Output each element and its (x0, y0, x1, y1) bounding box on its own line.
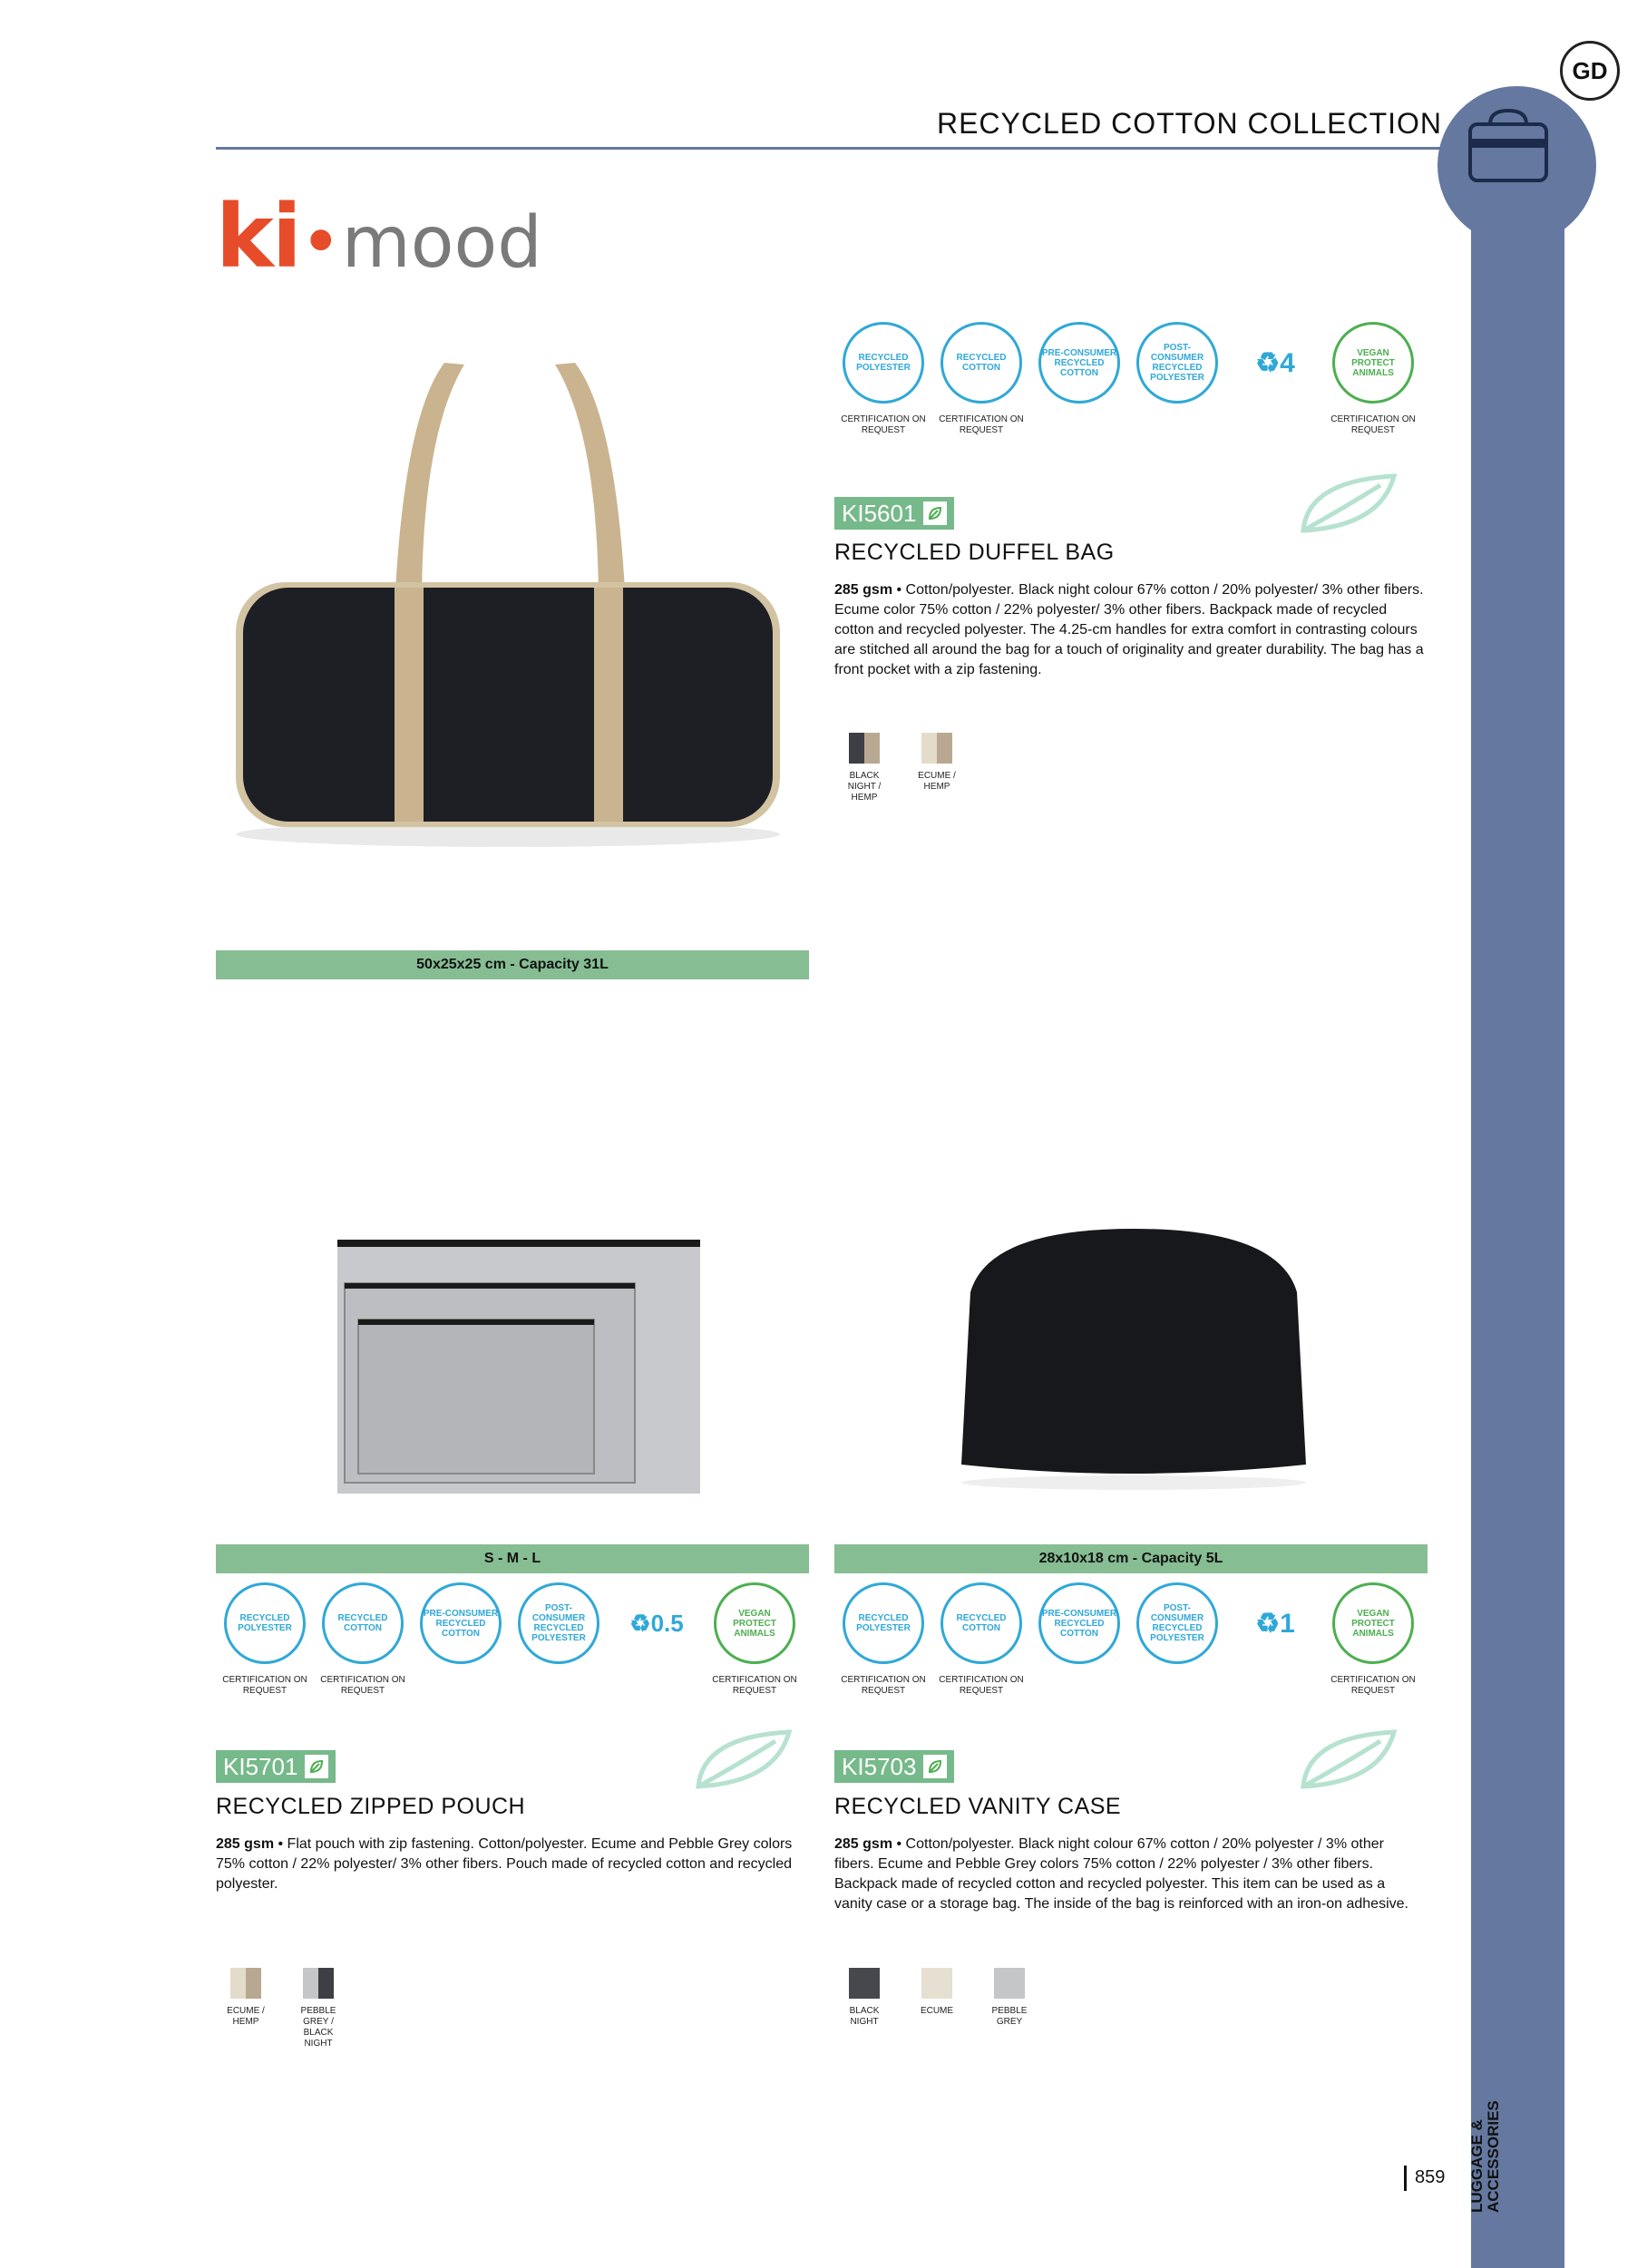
cert-note: CERTIFICATION ON REQUEST (841, 414, 926, 435)
vanity-colors (834, 1968, 1039, 2028)
post-consumer-icon: POST-CONSUMER RECYCLED POLYESTER (1136, 1582, 1218, 1664)
recycled-cotton-icon: RECYCLED COTTON (940, 322, 1022, 404)
cert-recycled-cotton (314, 1582, 412, 1699)
pre-consumer-icon: PRE-CONSUMER RECYCLED COTTON (1038, 1582, 1120, 1664)
eco-leaf-icon (694, 1728, 794, 1791)
product-title: RECYCLED VANITY CASE (834, 1794, 1122, 1819)
cert-note: CERTIFICATION ON REQUEST (1330, 414, 1416, 435)
description-text: • Cotton/polyester. Black night colour 67% cotton / 20% polyester/ 3% other fibers. Ecume color 75% cotton / 22% polyester/ 3% other fibers. Backpack made of recycled cotton and recycled polyester. The 4.25-cm handles for extra comfort in contrasting colours are stitched all around the bag for a touch of originality and greater durability. The bag has a front pocket with a zip fastening. (834, 582, 1424, 677)
recycled-polyester-icon: RECYCLED POLYESTER (224, 1582, 306, 1664)
bottle-recycle-icon: ♻ 4 (1255, 347, 1295, 378)
color-swatch[interactable]: ECUME / HEMP (907, 733, 967, 803)
eco-leaf-icon (1299, 472, 1398, 535)
cert-pre-consumer (412, 1582, 510, 1699)
description-text: • Cotton/polyester. Black night colour 67% cotton / 20% polyester / 3% other fibers. Ecume and Pebble Grey colors 75% cotton / 22% polyester / 3% other fibers. Backpack made of recycled cotton and recycled polyester. This item can be used as a vanity case or a storage bag. The inside of the bag is reinforced with an iron-on adhesive. (834, 1836, 1408, 1912)
vegan-icon: VEGAN PROTECT ANIMALS (714, 1582, 795, 1664)
leaf-icon (305, 1755, 328, 1778)
cert-vegan (706, 1582, 804, 1699)
product-code: KI5703 (842, 1752, 917, 1780)
duffel-code-tag (834, 497, 954, 530)
gd-logo: GD (1560, 41, 1620, 101)
product-title: RECYCLED DUFFEL BAG (834, 540, 1115, 565)
pouch-image (326, 1229, 716, 1501)
cert-bottles (608, 1582, 706, 1699)
pouch-certifications (216, 1582, 804, 1699)
duffel-bag-image (218, 345, 798, 852)
vanity-case-image (934, 1220, 1333, 1492)
cert-note: CERTIFICATION ON REQUEST (320, 1675, 405, 1696)
cert-note: CERTIFICATION ON REQUEST (939, 414, 1024, 435)
product-description (216, 1835, 796, 1894)
pouch-colors (216, 1968, 348, 2049)
cert-note: CERTIFICATION ON REQUEST (1330, 1675, 1416, 1696)
color-swatch[interactable]: ECUME (907, 1968, 967, 2028)
brand-ki: ki (216, 186, 300, 287)
cert-recycled-polyester (216, 1582, 314, 1699)
product-code: KI5701 (223, 1752, 298, 1780)
bottle-recycle-icon: ♻ 0.5 (629, 1609, 684, 1637)
cert-recycled-polyester (834, 322, 932, 438)
cert-post-consumer (510, 1582, 608, 1699)
pre-consumer-icon: PRE-CONSUMER RECYCLED COTTON (1038, 322, 1120, 404)
gsm: 285 gsm (834, 582, 893, 598)
leaf-icon (923, 501, 947, 525)
cert-vegan (1324, 1582, 1422, 1699)
vegan-icon: VEGAN PROTECT ANIMALS (1332, 1582, 1414, 1664)
page-number: 859 (1415, 2167, 1446, 2187)
header-divider (216, 147, 1440, 150)
duffel-colors (834, 733, 967, 803)
vanity-size-bar: 28x10x18 cm - Capacity 5L (834, 1544, 1428, 1573)
zipped-pouch-icon (326, 1229, 716, 1501)
recycled-cotton-icon: RECYCLED COTTON (322, 1582, 404, 1664)
color-swatch[interactable]: BLACK NIGHT (834, 1968, 894, 2028)
brand-mood: mood (341, 202, 542, 284)
pre-consumer-icon: PRE-CONSUMER RECYCLED COTTON (420, 1582, 502, 1664)
brand-dot: • (299, 202, 342, 284)
cert-bottles (1226, 1582, 1324, 1699)
pouch-size-bar: S - M - L (216, 1544, 809, 1573)
vanity-case-icon (934, 1220, 1333, 1492)
section-circle (1437, 86, 1596, 245)
cert-recycled-cotton (932, 1582, 1030, 1699)
recycled-polyester-icon: RECYCLED POLYESTER (843, 322, 924, 404)
post-consumer-icon: POST-CONSUMER RECYCLED POLYESTER (518, 1582, 599, 1664)
eco-leaf-icon (1299, 1728, 1398, 1791)
cert-note: CERTIFICATION ON REQUEST (712, 1675, 797, 1696)
bottle-count: 4 (1280, 347, 1295, 378)
recycled-cotton-icon: RECYCLED COTTON (940, 1582, 1022, 1664)
cert-note: CERTIFICATION ON REQUEST (939, 1675, 1024, 1696)
bottle-count: 1 (1280, 1608, 1295, 1639)
page-title: RECYCLED COTTON COLLECTION (936, 107, 1442, 140)
cert-recycled-cotton (932, 322, 1030, 438)
color-swatch[interactable]: PEBBLE GREY / BLACK NIGHT (288, 1968, 348, 2049)
duffel-bag-icon (218, 345, 798, 852)
product-code: KI5601 (842, 499, 917, 527)
cert-note: CERTIFICATION ON REQUEST (841, 1675, 926, 1696)
vegan-icon: VEGAN PROTECT ANIMALS (1332, 322, 1414, 404)
product-title: RECYCLED ZIPPED POUCH (216, 1794, 526, 1819)
bottle-count: 0.5 (650, 1609, 684, 1637)
brand-logo (216, 186, 542, 287)
post-consumer-icon: POST-CONSUMER RECYCLED POLYESTER (1136, 322, 1218, 404)
gsm: 285 gsm (216, 1836, 275, 1852)
vanity-code-tag (834, 1750, 954, 1783)
duffel-size-bar: 50x25x25 cm - Capacity 31L (216, 950, 809, 979)
cert-note: CERTIFICATION ON REQUEST (222, 1675, 307, 1696)
color-swatch[interactable]: PEBBLE GREY (979, 1968, 1039, 2028)
cert-recycled-polyester (834, 1582, 932, 1699)
cert-bottles (1226, 322, 1324, 438)
gsm: 285 gsm (834, 1836, 893, 1852)
recycled-polyester-icon: RECYCLED POLYESTER (843, 1582, 924, 1664)
luggage-icon (1463, 106, 1554, 188)
color-swatch[interactable]: BLACK NIGHT / HEMP (834, 733, 894, 803)
leaf-icon (923, 1755, 947, 1778)
section-label: LUGGAGE & ACCESSORIES (1468, 2100, 1502, 2213)
duffel-certifications (834, 322, 1422, 438)
cert-post-consumer (1128, 322, 1226, 438)
cert-pre-consumer (1030, 1582, 1128, 1699)
cert-pre-consumer (1030, 322, 1128, 438)
bottle-recycle-icon: ♻ 1 (1255, 1608, 1295, 1639)
product-description (834, 580, 1424, 680)
cert-post-consumer (1128, 1582, 1226, 1699)
description-text: • Flat pouch with zip fastening. Cotton/polyester. Ecume and Pebble Grey colors 75% cotton / 22% polyester/ 3% other fibers. Pouch made of recycled cotton and recycled polyester. (216, 1836, 793, 1892)
cert-vegan (1324, 322, 1422, 438)
page-number-divider (1404, 2166, 1407, 2191)
pouch-code-tag (216, 1750, 336, 1783)
color-swatch[interactable]: ECUME / HEMP (216, 1968, 276, 2049)
sidebar-band (1471, 181, 1564, 2268)
vanity-certifications (834, 1582, 1422, 1699)
product-description (834, 1835, 1424, 1914)
